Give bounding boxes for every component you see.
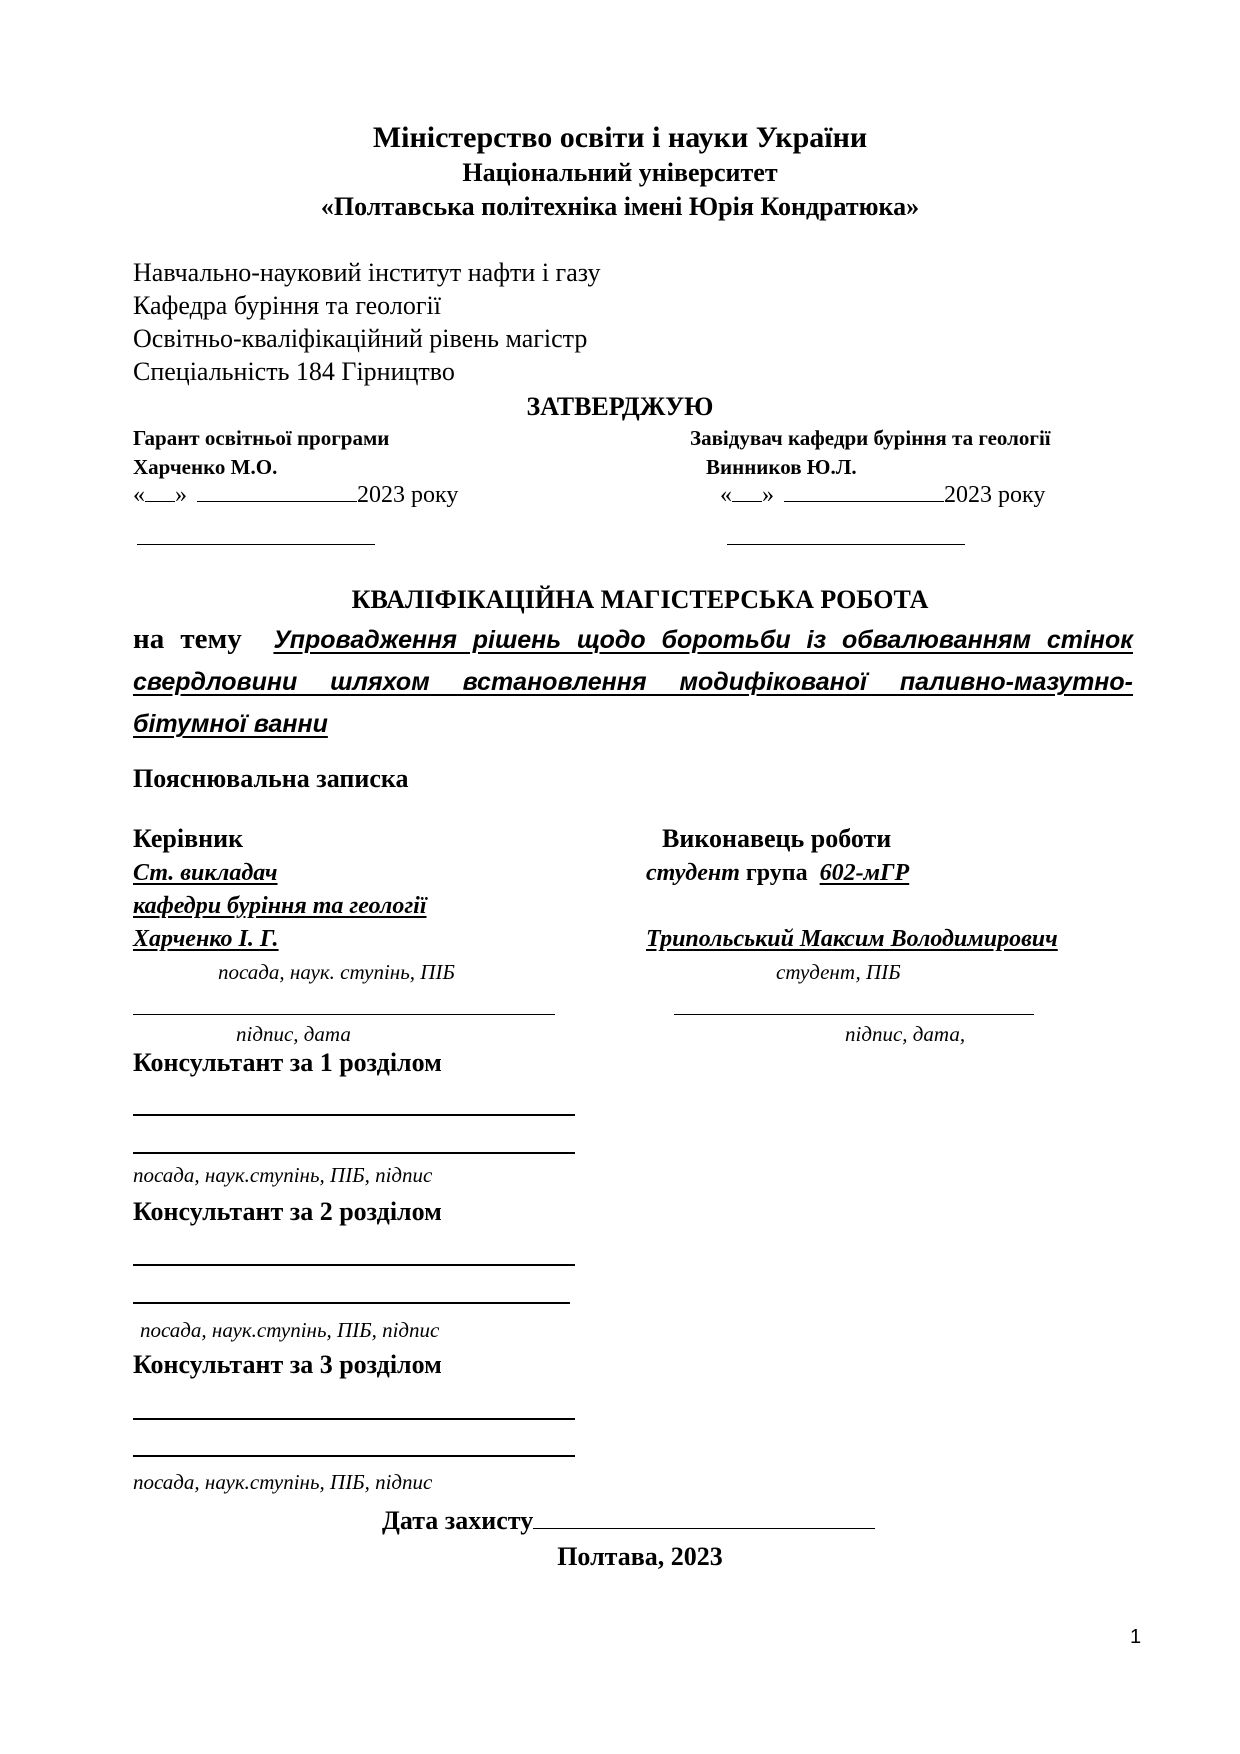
consultant-2-line-2[interactable] xyxy=(133,1302,570,1304)
qualification-line: Освітньо-кваліфікаційний рівень магістр xyxy=(133,324,588,353)
consultant-1-line-2[interactable] xyxy=(133,1152,575,1154)
defense-date xyxy=(382,1506,875,1536)
consultant-3-heading: Консультант за 3 розділом xyxy=(133,1350,442,1379)
guarantor-name: Харченко М.О. xyxy=(133,455,278,479)
group-label: група xyxy=(745,860,808,886)
guarantor-signature-line[interactable] xyxy=(137,544,375,545)
group-value: 602-мГР xyxy=(819,860,910,886)
performer-heading: Виконавець роботи xyxy=(662,824,892,853)
head-of-department-date xyxy=(720,482,1045,509)
page-number: 1 xyxy=(1130,1626,1142,1648)
work-title: КВАЛІФІКАЦІЙНА МАГІСТЕРСЬКА РОБОТА xyxy=(351,585,929,614)
consultant-1-line-1[interactable] xyxy=(133,1114,575,1116)
ministry-title: Міністерство освіти і науки України xyxy=(372,121,868,154)
topic-label: на тему xyxy=(133,623,242,655)
supervisor-name: Харченко І. Г. xyxy=(133,926,279,952)
consultant-2-caption: посада, наук.ступінь, ПІБ, підпис xyxy=(140,1318,440,1342)
year-text: 2023 року xyxy=(944,482,1046,508)
performer-name: Трипольський Максим Володимирович xyxy=(646,926,1058,952)
university-name: «Полтавська політехніка імені Юрія Кондратюка» xyxy=(320,192,920,221)
consultant-3-line-2[interactable] xyxy=(133,1455,575,1457)
date-quote-open: « xyxy=(133,482,145,508)
guarantor-role: Гарант освітньої програми xyxy=(133,426,390,450)
topic-text: Упровадження рішень щодо боротьби із обвалюванням стінок свердловини шляхом встановлення модифікованої паливно-мазутно-бітумної ванни xyxy=(133,626,1133,738)
day-blank[interactable] xyxy=(732,501,762,502)
consultant-2-heading: Консультант за 2 розділом xyxy=(133,1197,442,1226)
consultant-3-line-1[interactable] xyxy=(133,1418,575,1420)
supervisor-position-text: Ст. викладач xyxy=(133,860,278,886)
supervisor-department: кафедри буріння та геології xyxy=(133,893,427,919)
performer-caption: студент, ПІБ xyxy=(776,960,901,984)
consultant-1-heading: Консультант за 1 розділом xyxy=(133,1048,442,1077)
work-topic xyxy=(133,618,1133,745)
date-quote-open: « xyxy=(720,482,732,508)
explanatory-note: Пояснювальна записка xyxy=(133,764,409,793)
date-quote-close: » xyxy=(762,482,774,508)
performer-signature-line[interactable] xyxy=(674,1014,1034,1015)
student-label: студент xyxy=(646,860,740,886)
day-blank[interactable] xyxy=(145,501,175,502)
performer-sign-caption: підпис, дата, xyxy=(845,1022,966,1046)
head-of-department-name: Винников Ю.Л. xyxy=(706,455,857,479)
supervisor-sign-caption: підпис, дата xyxy=(236,1022,351,1046)
date-quote-close: » xyxy=(175,482,187,508)
approval-title: ЗАТВЕРДЖУЮ xyxy=(526,392,714,421)
performer-group xyxy=(646,860,917,887)
head-signature-line[interactable] xyxy=(727,544,965,545)
department-line: Кафедра буріння та геології xyxy=(133,291,441,320)
month-blank[interactable] xyxy=(784,501,944,502)
supervisor-caption: посада, наук. ступінь, ПІБ xyxy=(218,960,455,984)
head-of-department-role: Завідувач кафедри буріння та геології xyxy=(690,426,1051,450)
supervisor-signature-line[interactable] xyxy=(133,1014,555,1015)
consultant-2-line-1[interactable] xyxy=(133,1264,575,1266)
supervisor-heading: Керівник xyxy=(133,824,244,853)
guarantor-date xyxy=(133,482,458,509)
institute-line: Навчально-науковий інститут нафти і газу xyxy=(133,258,601,287)
consultant-1-caption: посада, наук.ступінь, ПІБ, підпис xyxy=(133,1163,433,1187)
specialty-line: Спеціальність 184 Гірництво xyxy=(133,357,455,386)
university-title: Національний університет xyxy=(462,158,778,187)
year-text: 2023 року xyxy=(357,482,459,508)
defense-date-label: Дата захисту xyxy=(382,1506,534,1535)
defense-date-blank[interactable] xyxy=(533,1528,875,1529)
consultant-3-caption: посада, наук.ступінь, ПІБ, підпис xyxy=(133,1470,433,1494)
city-year: Полтава, 2023 xyxy=(557,1542,723,1571)
month-blank[interactable] xyxy=(197,501,357,502)
supervisor-position xyxy=(133,860,393,887)
